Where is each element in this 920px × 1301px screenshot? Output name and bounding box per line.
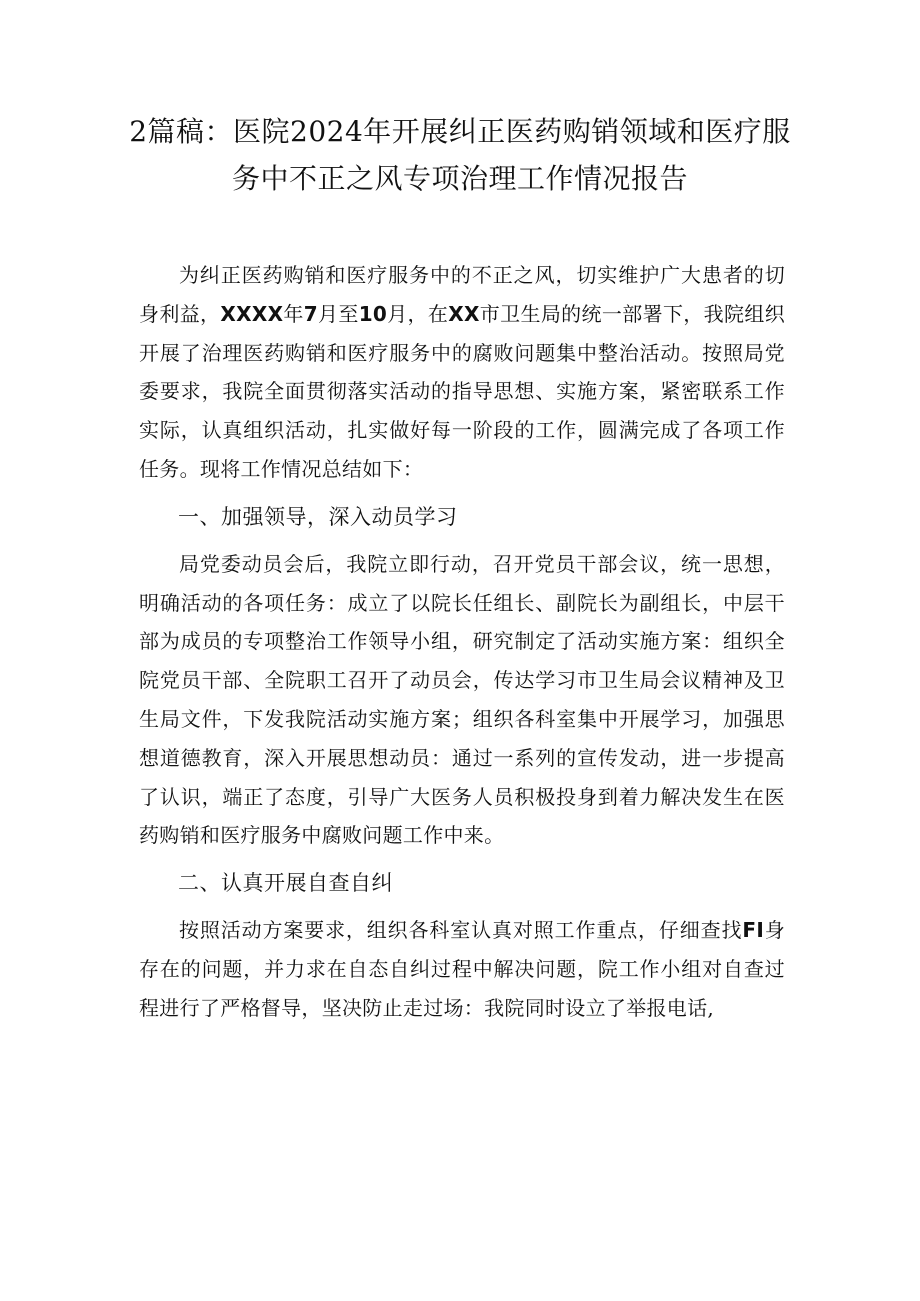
section-2-text-2: 身存在的问题，并力求在自态自纠过程中解决问题，院工作小组对自查过程进行了严格督导，坚决防止走过场：我院同时设立了举报电话, (139, 918, 785, 1020)
intro-text-2: 年 (283, 301, 304, 326)
intro-text-3: 月至 (317, 301, 359, 326)
section-heading-1: 一、加强领导，深入动员学习 (178, 504, 458, 529)
document-title: 2篇稿：医院2024年开展纠正医药购销领域和医疗服务中不正之风专项治理工作情况报告 (129, 115, 791, 195)
document-body (139, 256, 785, 1028)
section-2-paragraph (139, 911, 785, 1027)
intro-text-1: 为纠正医药购销和医疗服务中的不正之风，切实维护广大患者的切身利益， (139, 263, 785, 326)
intro-year-placeholder: XXXX (220, 301, 284, 326)
intro-city-placeholder: XX (448, 301, 480, 326)
intro-text-5: 市卫生局的统一部署下，我院组织开展了治理医药购销和医疗服务中的腐败问题集中整治活动。按照局党委要求，我院全面贯彻落实活动的指导思想、实施方案，紧密联系工作实际，认真组织活动，扎实做好每一阶段的工作，圆满完成了各项工作任务。现将工作情况总结如下： (139, 301, 786, 481)
intro-end-month: 10 (358, 301, 388, 326)
intro-paragraph (139, 256, 785, 489)
intro-start-month: 7 (303, 301, 318, 326)
section-2-bold-text: FI (742, 918, 765, 943)
intro-text-4: 月，在 (387, 301, 449, 326)
section-2-text-1: 按照活动方案要求，组织各科室认真对照工作重点，仔细查找 (179, 918, 743, 943)
section-1-paragraph: 局党委动员会后，我院立即行动，召开党员干部会议，统一思想，明确活动的各项任务：成立了以院长任组长、副院长为副组长，中层干部为成员的专项整治工作领导小组，研究制定了活动实施方案：组织全院党员干部、全院职工召开了动员会，传达学习市卫生局会议精神及卫生局文件，下发我院活动实施方案；组织各科室集中开展学习，加强思想道德教育，深入开展思想动员：通过一系列的宣传发动，进一步提高了认识，端正了态度，引导广大医务人员积极投身到着力解决发生在医药购销和医疗服务中腐败问题工作中来。 (139, 551, 785, 848)
section-heading-2: 二、认真开展自查自纠 (178, 871, 393, 896)
